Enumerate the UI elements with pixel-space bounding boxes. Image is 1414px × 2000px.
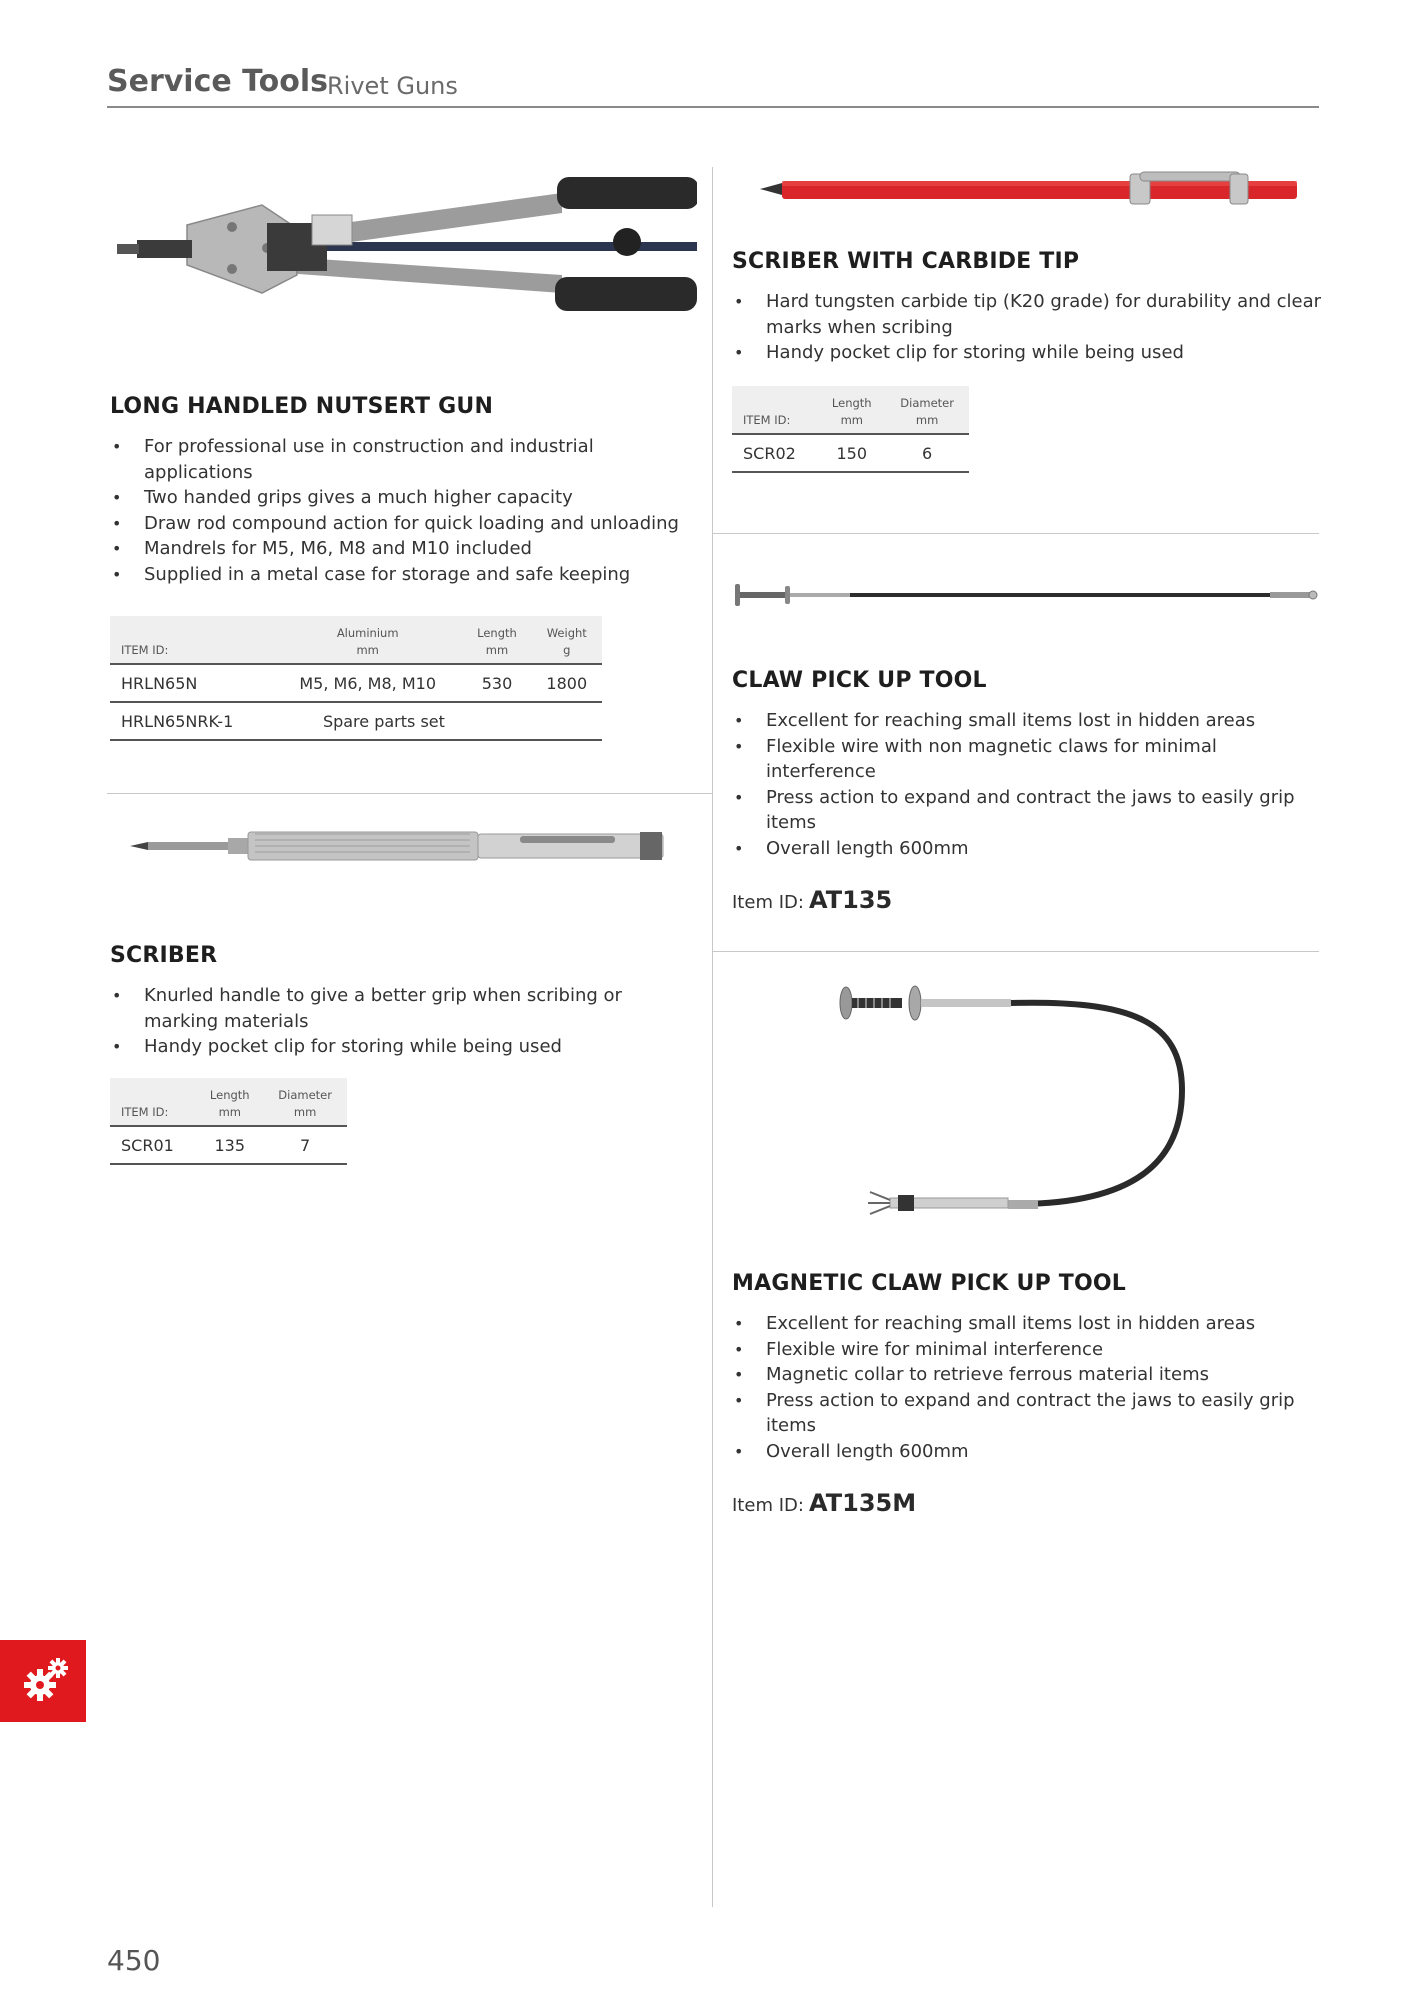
claw-item-id bbox=[732, 886, 892, 914]
list-item: • Mandrels for M5, M6, M8 and M10 included bbox=[110, 536, 700, 562]
table-header: mm bbox=[462, 640, 531, 664]
list-item: • For professional use in construction and industrial applications bbox=[110, 434, 700, 485]
carbide-title: SCRIBER WITH CARBIDE TIP bbox=[732, 249, 1080, 274]
item-id-value: AT135M bbox=[809, 1489, 917, 1517]
table-header: ITEM ID: bbox=[110, 640, 273, 664]
section-subtitle: Rivet Guns bbox=[327, 72, 458, 100]
list-item: • Excellent for reaching small items lost in hidden areas bbox=[732, 708, 1322, 734]
table-header: g bbox=[532, 640, 602, 664]
table-header: mm bbox=[196, 1102, 263, 1126]
magnetic-features bbox=[732, 1311, 1322, 1464]
section-tab[interactable] bbox=[0, 1640, 86, 1722]
table-cell: 135 bbox=[196, 1126, 263, 1164]
item-id-label: Item ID: bbox=[732, 892, 804, 913]
table-cell bbox=[532, 702, 602, 740]
table-header: mm bbox=[273, 640, 463, 664]
divider-right-1 bbox=[713, 533, 1319, 534]
table-cell: 1800 bbox=[532, 664, 602, 702]
table-cell: 7 bbox=[263, 1126, 347, 1164]
magnetic-title: MAGNETIC CLAW PICK UP TOOL bbox=[732, 1271, 1126, 1296]
claw-pickup-image bbox=[733, 580, 1318, 610]
list-item: • Press action to expand and contract the jaws to easily grip items bbox=[732, 1388, 1322, 1439]
table-header: Length bbox=[196, 1078, 263, 1102]
table-row bbox=[732, 434, 969, 472]
divider-left bbox=[107, 793, 712, 794]
table-cell: HRLN65N bbox=[110, 664, 273, 702]
table-cell: 6 bbox=[885, 434, 969, 472]
carbide-spec-table bbox=[732, 386, 969, 473]
magnetic-item-id bbox=[732, 1489, 916, 1517]
table-header: mm bbox=[263, 1102, 347, 1126]
claw-features bbox=[732, 708, 1322, 861]
list-item: • Flexible wire for minimal interference bbox=[732, 1337, 1322, 1363]
table-header: Diameter bbox=[263, 1078, 347, 1102]
table-header: mm bbox=[818, 410, 885, 434]
table-cell: 530 bbox=[462, 664, 531, 702]
table-cell: SCR02 bbox=[732, 434, 818, 472]
list-item: • Flexible wire with non magnetic claws for minimal interference bbox=[732, 734, 1322, 785]
list-item: • Draw rod compound action for quick loading and unloading bbox=[110, 511, 700, 537]
list-item: • Handy pocket clip for storing while being used bbox=[110, 1034, 670, 1060]
divider-right-2 bbox=[713, 951, 1319, 952]
table-row bbox=[110, 702, 602, 740]
list-item: • Overall length 600mm bbox=[732, 1439, 1322, 1465]
table-header: Weight bbox=[532, 616, 602, 640]
table-header: ITEM ID: bbox=[732, 410, 818, 434]
table-cell: HRLN65NRK-1 bbox=[110, 702, 273, 740]
nutsert-features bbox=[110, 434, 700, 587]
table-header bbox=[110, 1078, 196, 1102]
table-header: Diameter bbox=[885, 386, 969, 410]
table-header: Length bbox=[462, 616, 531, 640]
list-item: • Supplied in a metal case for storage and safe keeping bbox=[110, 562, 700, 588]
table-header bbox=[732, 386, 818, 410]
scriber-image bbox=[130, 826, 665, 866]
page-header bbox=[107, 62, 1319, 108]
nutsert-title: LONG HANDLED NUTSERT GUN bbox=[110, 394, 494, 419]
nutsert-gun-image bbox=[107, 165, 697, 330]
table-header bbox=[110, 616, 273, 640]
list-item: • Overall length 600mm bbox=[732, 836, 1322, 862]
column-divider bbox=[712, 167, 713, 1907]
scriber-spec-table bbox=[110, 1078, 347, 1165]
list-item: • Excellent for reaching small items lost in hidden areas bbox=[732, 1311, 1322, 1337]
list-item: • Knurled handle to give a better grip when scribing or marking materials bbox=[110, 983, 670, 1034]
table-row bbox=[110, 664, 602, 702]
table-header: Length bbox=[818, 386, 885, 410]
list-item: • Hard tungsten carbide tip (K20 grade) for durability and clear marks when scribing bbox=[732, 289, 1322, 340]
table-cell: Spare parts set bbox=[273, 702, 532, 740]
table-cell: 150 bbox=[818, 434, 885, 472]
table-header: ITEM ID: bbox=[110, 1102, 196, 1126]
table-header: mm bbox=[885, 410, 969, 434]
table-header: Aluminium bbox=[273, 616, 463, 640]
section-title: Service Tools bbox=[107, 64, 329, 99]
item-id-value: AT135 bbox=[809, 886, 893, 914]
scriber-features bbox=[110, 983, 670, 1060]
list-item: • Handy pocket clip for storing while being used bbox=[732, 340, 1322, 366]
carbide-features bbox=[732, 289, 1322, 366]
table-row bbox=[110, 1126, 347, 1164]
item-id-label: Item ID: bbox=[732, 1495, 804, 1516]
carbide-scriber-image bbox=[760, 164, 1300, 212]
magnetic-claw-image bbox=[830, 980, 1200, 1225]
scriber-title: SCRIBER bbox=[110, 943, 218, 968]
table-cell: SCR01 bbox=[110, 1126, 196, 1164]
list-item: • Two handed grips gives a much higher capacity bbox=[110, 485, 700, 511]
claw-title: CLAW PICK UP TOOL bbox=[732, 668, 987, 693]
gears-icon bbox=[0, 1640, 86, 1722]
table-cell: M5, M6, M8, M10 bbox=[273, 664, 463, 702]
list-item: • Magnetic collar to retrieve ferrous material items bbox=[732, 1362, 1322, 1388]
list-item: • Press action to expand and contract the jaws to easily grip items bbox=[732, 785, 1322, 836]
nutsert-spec-table bbox=[110, 616, 602, 741]
page-number: 450 bbox=[107, 1944, 161, 1977]
